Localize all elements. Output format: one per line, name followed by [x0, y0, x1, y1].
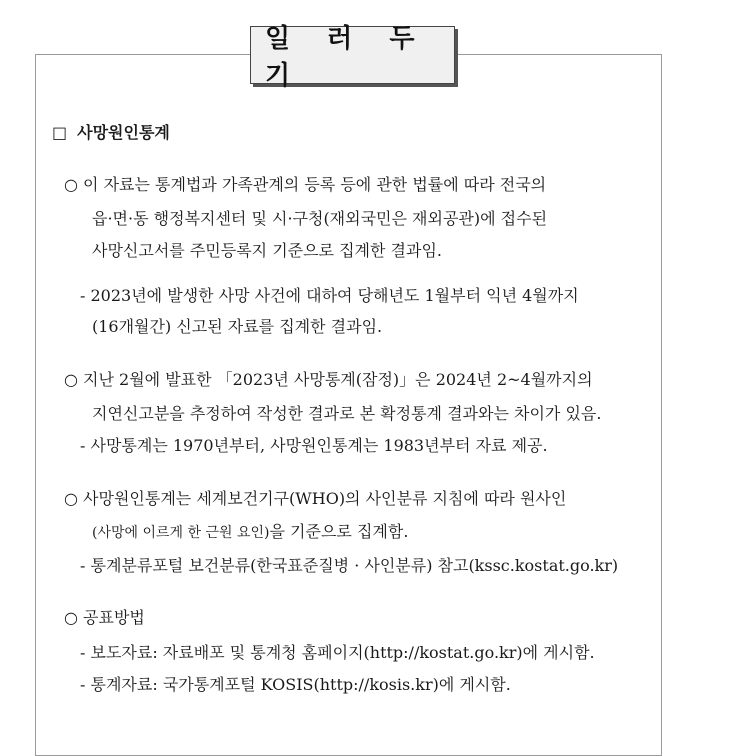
paragraph-3-line-2-note: (사망에 이르게 한 근원 요인)	[92, 525, 270, 541]
section-heading	[52, 123, 170, 143]
section-title: 사망원인통계	[77, 123, 170, 142]
paragraph-1-note-line-2: (16개월간) 신고된 자료를 집계한 결과임.	[92, 317, 383, 336]
paragraph-2-line-2: 지연신고분을 추정하여 작성한 결과로 본 확정통계 결과와는 차이가 있음.	[92, 404, 602, 423]
paragraph-1-line-3: 사망신고서를 주민등록지 기준으로 집계한 결과임.	[92, 241, 443, 260]
paragraph-3-line-2	[92, 522, 408, 543]
paragraph-3-line-1: ○ 사망원인통계는 세계보건기구(WHO)의 사인분류 지침에 따라 원사인	[64, 489, 567, 508]
section-marker: □	[52, 123, 68, 142]
paragraph-3-note: - 통계분류포털 보건분류(한국표준질병 · 사인분류) 참고(kssc.kostat.go.kr)	[80, 556, 619, 575]
paragraph-1-line-1: ○ 이 자료는 통계법과 가족관계의 등록 등에 관한 법률에 따라 전국의	[64, 175, 547, 194]
paragraph-4-note-2: - 통계자료: 국가통계포털 KOSIS(http://kosis.kr)에 게시함.	[80, 675, 511, 694]
paragraph-3-line-2-text: 을 기준으로 집계함.	[269, 522, 409, 541]
page-title: 일 러 두 기	[250, 26, 455, 84]
paragraph-1-line-2: 읍·면·동 행정복지센터 및 시·구청(재외국민은 재외공관)에 접수된	[92, 209, 548, 228]
paragraph-2-line-1: ○ 지난 2월에 발표한 「2023년 사망통계(잠정)」은 2024년 2~4월까지의	[64, 370, 593, 389]
paragraph-4-note-1: - 보도자료: 자료배포 및 통계청 홈페이지(http://kostat.go.kr)에 게시함.	[80, 643, 595, 662]
paragraph-2-note: - 사망통계는 1970년부터, 사망원인통계는 1983년부터 자료 제공.	[80, 436, 548, 455]
paragraph-4-line-1: ○ 공표방법	[64, 608, 145, 627]
paragraph-1-note-line-1: - 2023년에 발생한 사망 사건에 대하여 당해년도 1월부터 익년 4월까지	[80, 286, 579, 305]
